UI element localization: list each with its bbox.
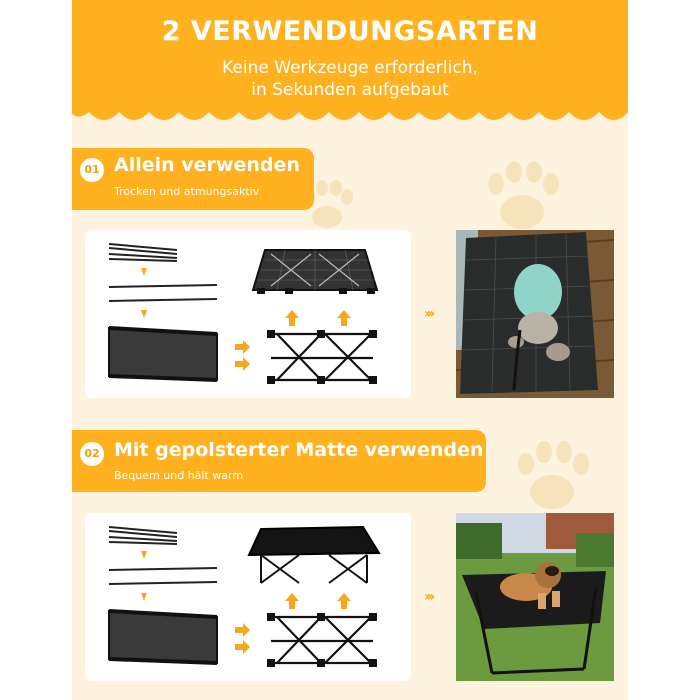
section-1-subtitle: Trocken und atmungsaktiv <box>114 185 260 198</box>
section-1-assembly-diagram <box>85 230 411 398</box>
arrow-down-icon <box>141 551 147 559</box>
arrow-up-icon <box>337 310 351 326</box>
arrow-up-icon <box>285 593 299 609</box>
section-2-title: Mit gepolsterter Matte verwenden <box>114 439 484 461</box>
arrow-down-icon <box>141 310 147 318</box>
two-poles-icon <box>109 568 217 584</box>
mesh-fabric-icon <box>109 328 217 380</box>
large-dog-on-padded-cot-photo <box>456 513 614 681</box>
arrow-down-icon <box>141 593 147 601</box>
folding-x-frame-icon <box>271 334 373 380</box>
arrow-right-icon <box>235 340 250 354</box>
section-1-title: Allein verwenden <box>114 154 300 176</box>
page-title: 2 VERWENDUNGSARTEN <box>161 16 539 47</box>
folding-x-frame-icon <box>271 617 373 663</box>
header-subtitle-line1: Keine Werkzeuge erforderlich, <box>222 58 478 78</box>
arrow-up-icon <box>337 593 351 609</box>
header-banner <box>72 0 628 128</box>
arrow-right-icon <box>235 623 250 637</box>
paw-print-icon <box>492 430 612 520</box>
paw-print-icon <box>462 150 582 240</box>
assembled-padded-cot-icon <box>249 527 379 583</box>
header-subtitle-line2: in Sekunden aufgebaut <box>251 80 449 100</box>
assembly-diagram-graphic <box>85 230 411 398</box>
poles-bundle-icon <box>109 527 177 544</box>
two-poles-icon <box>109 285 217 301</box>
product-info-panel <box>72 0 628 700</box>
assembly-diagram-graphic <box>85 513 411 681</box>
section-1-banner <box>72 148 314 210</box>
section-2-subtitle: Bequem und hält warm <box>114 469 244 482</box>
triple-chevron-right-icon: ››› <box>424 589 433 605</box>
arrow-up-icon <box>285 310 299 326</box>
section-2-banner <box>72 430 486 492</box>
small-dog-on-mesh-cot-photo <box>456 230 614 398</box>
assembled-mesh-cot-icon <box>253 250 377 294</box>
section-1-number-badge: 01 <box>80 158 104 182</box>
arrow-right-icon <box>235 640 250 654</box>
section-2-assembly-diagram <box>85 513 411 681</box>
mesh-fabric-icon <box>109 611 217 663</box>
arrow-down-icon <box>141 268 147 276</box>
arrow-right-icon <box>235 357 250 371</box>
section-2-number-badge: 02 <box>80 442 104 466</box>
triple-chevron-right-icon: ››› <box>424 306 433 322</box>
poles-bundle-icon <box>109 244 177 261</box>
